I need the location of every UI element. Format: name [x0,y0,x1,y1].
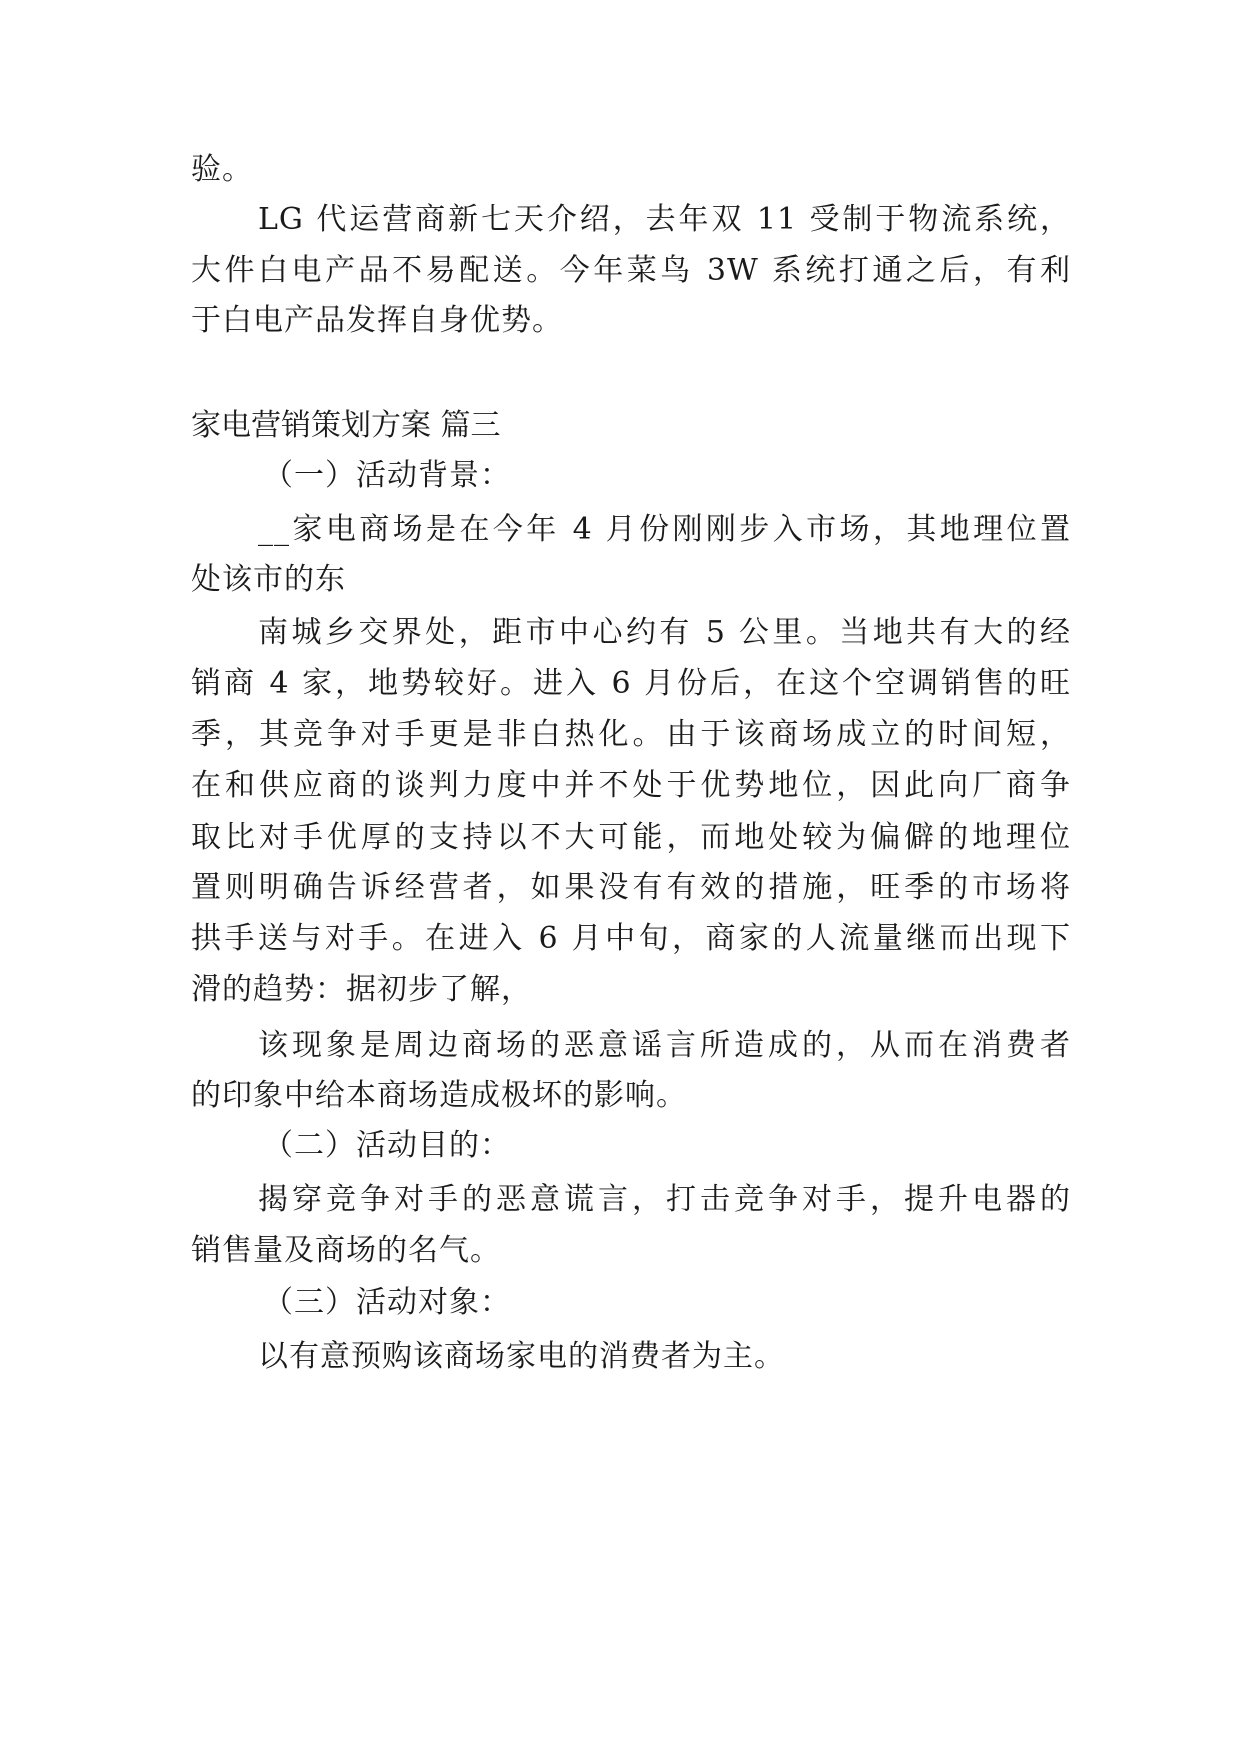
text-line: 销商 4 家，地势较好。进入 6 月份后，在这个空调销售的旺 [191,666,1071,701]
text-line: 揭穿竞争对手的恶意谎言，打击竞争对手，提升电器的 [258,1182,1071,1217]
text-line: 该现象是周边商场的恶意谣言所造成的，从而在消费者 [258,1028,1071,1063]
text-line: 验。 [191,152,253,187]
text-line: 以有意预购该商场家电的消费者为主。 [258,1339,785,1374]
text-line: 南城乡交界处，距市中心约有 5 公里。当地共有大的经 [258,615,1071,650]
text-line: 的印象中给本商场造成极坏的影响。 [191,1078,687,1113]
text-line: __家电商场是在今年 4 月份刚刚步入市场，其地理位置 [258,512,1071,547]
text-line: 滑的趋势：据初步了解， [191,972,532,1007]
text-line: LG 代运营商新七天介绍，去年双 11 受制于物流系统， [258,202,1071,237]
text-line: 大件白电产品不易配送。今年菜鸟 3W 系统打通之后，有利 [191,253,1071,288]
section-heading: 家电营销策划方案 篇三 [191,408,501,443]
text-line: 季，其竞争对手更是非白热化。由于该商场成立的时间短， [191,717,1071,752]
text-line: 取比对手优厚的支持以不大可能，而地处较为偏僻的地理位 [191,820,1071,855]
text-line: 拱手送与对手。在进入 6 月中旬，商家的人流量继而出现下 [191,921,1071,956]
text-line: 处该市的东 [191,562,346,597]
text-line: 在和供应商的谈判力度中并不处于优势地位，因此向厂商争 [191,768,1071,803]
subsection-heading: （一）活动背景： [263,458,511,493]
text-line: 置则明确告诉经营者，如果没有有效的措施，旺季的市场将 [191,870,1071,905]
text-line: 于白电产品发挥自身优势。 [191,303,563,338]
subsection-heading: （二）活动目的： [263,1128,511,1163]
subsection-heading: （三）活动对象： [263,1285,511,1320]
text-line: 销售量及商场的名气。 [191,1233,501,1268]
